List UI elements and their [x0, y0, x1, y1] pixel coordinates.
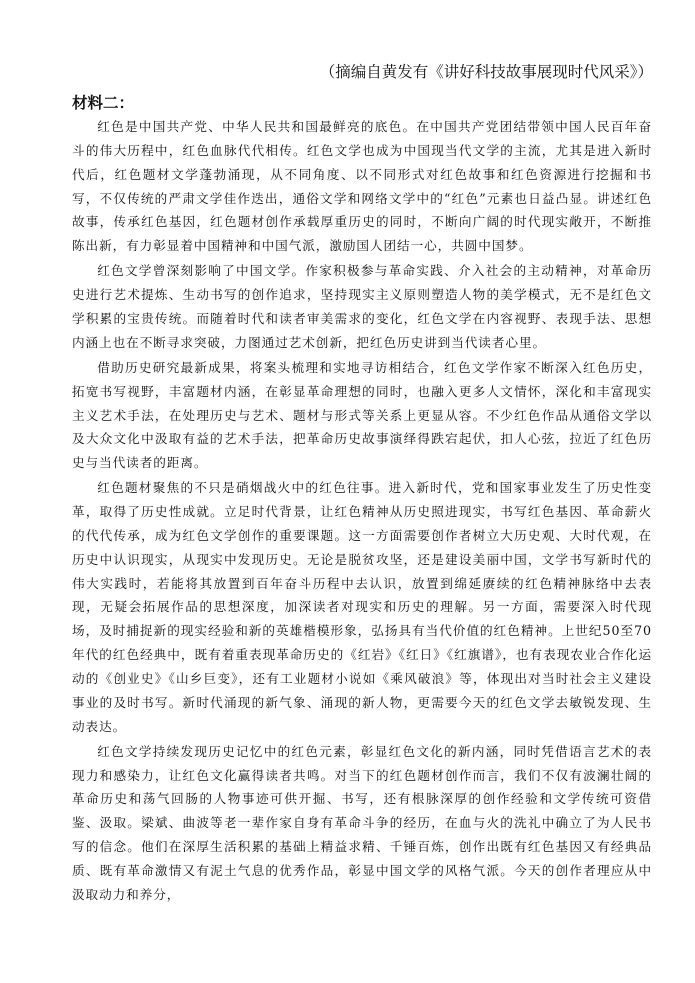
- paragraph-2: 红色文学曾深刻影响了中国文学。作家积极参与革命实践、介入社会的主动精神，对革命历史进行艺术提炼、生动书写的创作追求，坚持现实主义原则塑造人物的美学模式，无不是红色文学积累的宝贵传统。而随着时代和读者审美需求的变化，红色文学在内容视野、表现手法、思想内涵上也在不断寻求突破，力图通过艺术创新，把红色历史讲到当代读者心里。: [72, 263, 652, 350]
- paragraph-5: 红色文学持续发现历史记忆中的红色元素，彰显红色文化的新内涵，同时凭借语言艺术的表现力和感染力，让红色文化赢得读者共鸣。对当下的红色题材创作而言，我们不仅有波澜壮阔的革命历史和荡气回肠的人物事迹可供开掘、书写，还有根脉深厚的创作经验和文学传统可资借鉴、汲取。梁斌、曲波等老一辈作家自身有革命斗争的经历，在血与火的洗礼中确立了为人民书写的信念。他们在深厚生活积累的基础上精益求精、千锤百炼，创作出既有红色基因又有经典品质、既有革命激情又有泥土气息的优秀作品，彰显中国文学的风格气派。今天的创作者理应从中汲取动力和养分，: [72, 743, 652, 902]
- paragraph-1: 红色是中国共产党、中华人民共和国最鲜亮的底色。在中国共产党团结带领中国人民百年奋斗的伟大历程中，红色血脉代代相传。红色文学也成为中国现当代文学的主流，尤其是进入新时代后，红色题材文学蓬勃涌现，从不同角度、以不同形式对红色故事和红色资源进行挖掘和书写，不仅传统的严肃文学佳作迭出，通俗文学和网络文学中的“红色”元素也日益凸显。讲述红色故事，传承红色基因，红色题材创作承载厚重历史的同时，不断向广阔的时代现实敞开，不断推陈出新，有力彰显着中国精神和中国气派，激励国人团结一心，共圆中国梦。: [72, 119, 652, 254]
- source-citation: （摘编自黄发有《讲好科技故事展现时代风采》）: [319, 63, 653, 81]
- paragraph-3: 借助历史研究最新成果，将案头梳理和实地寻访相结合，红色文学作家不断深入红色历史，拓宽书写视野，丰富题材内涵，在彰显革命理想的同时，也融入更多人文情怀，深化和丰富现实主义艺术手法，在处理历史与艺术、题材与形式等关系上更显从容。不少红色作品从通俗文学以及大众文化中汲取有益的艺术手法，把革命历史故事演绎得跌宕起伏，扣人心弦，拉近了红色历史与当代读者的距离。: [72, 359, 652, 471]
- body-text: [72, 115, 652, 908]
- paragraph-4: 红色题材聚焦的不只是硝烟战火中的红色往事。进入新时代，党和国家事业发生了历史性变革，取得了历史性成就。立足时代背景，让红色精神从历史照进现实，书写红色基因、革命薪火的代代传承，成为红色文学创作的重要课题。这一方面需要创作者树立大历史观、大时代观，在历史中认识现实，从现实中发现历史。无论是脱贫攻坚，还是建设美丽中国，文学书写新时代的伟大实践时，若能将其放置到百年奋斗历程中去认识，放置到绵延赓续的红色精神脉络中去表现，无疑会拓展作品的思想深度，加深读者对现实和历史的理解。另一方面，需要深入时代现场，及时捕捉新的现实经验和新的英雄楷模形象，弘扬具有当代价值的红色精神。上世纪50至70年代的红色经典中，既有着重表现革命历史的《红岩》《红日》《红旗谱》，也有表现农业合作化运动的《创业史》《山乡巨变》，还有工业题材小说如《乘风破浪》等，体现出对当时社会主义建设事业的及时书写。新时代涌现的新气象、涌现的新人物，更需要今天的红色文学去敏锐发现、生动表达。: [72, 480, 652, 734]
- section-heading: 材料二：: [72, 94, 135, 112]
